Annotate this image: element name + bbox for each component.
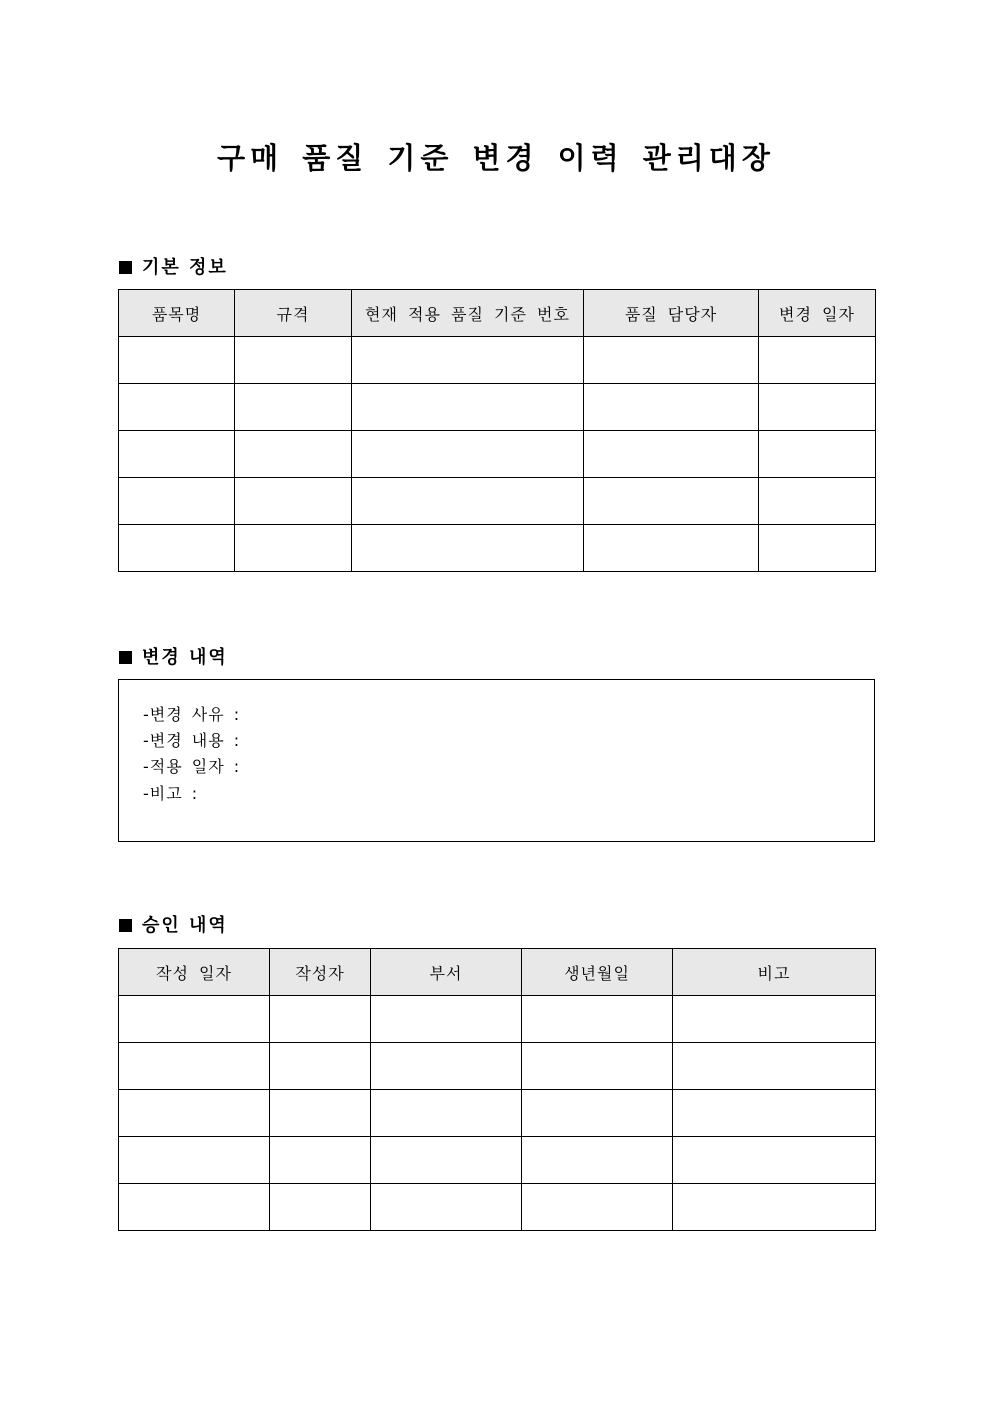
table-row bbox=[119, 1043, 876, 1090]
table-cell[interactable] bbox=[352, 431, 584, 478]
table-cell[interactable] bbox=[235, 431, 352, 478]
table-cell[interactable] bbox=[352, 525, 584, 572]
table-cell[interactable] bbox=[522, 1137, 673, 1184]
table-cell[interactable] bbox=[759, 478, 876, 525]
column-header: 변경 일자 bbox=[759, 290, 876, 337]
table-cell[interactable] bbox=[584, 384, 759, 431]
apply-date-line[interactable]: -적용 일자 : bbox=[143, 757, 241, 776]
table-cell[interactable] bbox=[371, 1137, 522, 1184]
table-cell[interactable] bbox=[759, 431, 876, 478]
table-cell[interactable] bbox=[371, 1184, 522, 1231]
table-cell[interactable] bbox=[119, 431, 235, 478]
table-row bbox=[119, 478, 876, 525]
header-row bbox=[119, 290, 876, 337]
table-cell[interactable] bbox=[119, 525, 235, 572]
column-header: 비고 bbox=[673, 949, 876, 996]
remarks-line[interactable]: -비고 : bbox=[143, 784, 199, 803]
table-cell[interactable] bbox=[673, 1043, 876, 1090]
table-cell[interactable] bbox=[119, 337, 235, 384]
table-cell[interactable] bbox=[584, 525, 759, 572]
document-title: 구매 품질 기준 변경 이력 관리대장 bbox=[217, 141, 775, 175]
column-header: 작성 일자 bbox=[119, 949, 270, 996]
square-bullet-icon bbox=[119, 261, 132, 274]
column-header: 작성자 bbox=[270, 949, 371, 996]
table-cell[interactable] bbox=[270, 1137, 371, 1184]
table-row bbox=[119, 384, 876, 431]
table-cell[interactable] bbox=[119, 996, 270, 1043]
table-cell[interactable] bbox=[352, 478, 584, 525]
table-row bbox=[119, 1184, 876, 1231]
change-content-line[interactable]: -변경 내용 : bbox=[143, 731, 241, 750]
table-cell[interactable] bbox=[522, 996, 673, 1043]
table-cell[interactable] bbox=[119, 384, 235, 431]
table-row bbox=[119, 1137, 876, 1184]
table-cell[interactable] bbox=[235, 525, 352, 572]
table-cell[interactable] bbox=[119, 1184, 270, 1231]
section-heading-basic-info bbox=[119, 253, 228, 279]
approval-table bbox=[118, 948, 876, 1231]
table-cell[interactable] bbox=[371, 1090, 522, 1137]
square-bullet-icon bbox=[119, 919, 132, 932]
column-header: 품질 담당자 bbox=[584, 290, 759, 337]
table-cell[interactable] bbox=[235, 384, 352, 431]
section-heading-label: 기본 정보 bbox=[142, 257, 228, 278]
table-cell[interactable] bbox=[759, 337, 876, 384]
table-cell[interactable] bbox=[673, 1090, 876, 1137]
square-bullet-icon bbox=[119, 651, 132, 664]
table-cell[interactable] bbox=[270, 996, 371, 1043]
header-row bbox=[119, 949, 876, 996]
table-row bbox=[119, 996, 876, 1043]
column-header: 생년월일 bbox=[522, 949, 673, 996]
table-row bbox=[119, 337, 876, 384]
table-cell[interactable] bbox=[352, 384, 584, 431]
table-cell[interactable] bbox=[584, 478, 759, 525]
table-row bbox=[119, 431, 876, 478]
column-header: 규격 bbox=[235, 290, 352, 337]
table-cell[interactable] bbox=[235, 337, 352, 384]
table-cell[interactable] bbox=[759, 384, 876, 431]
table-cell[interactable] bbox=[119, 1043, 270, 1090]
table-cell[interactable] bbox=[119, 478, 235, 525]
table-cell[interactable] bbox=[270, 1090, 371, 1137]
table-row bbox=[119, 1090, 876, 1137]
table-cell[interactable] bbox=[522, 1184, 673, 1231]
table-row bbox=[119, 525, 876, 572]
table-cell[interactable] bbox=[270, 1043, 371, 1090]
table-cell[interactable] bbox=[673, 996, 876, 1043]
table-cell[interactable] bbox=[522, 1090, 673, 1137]
table-cell[interactable] bbox=[235, 478, 352, 525]
table-cell[interactable] bbox=[119, 1137, 270, 1184]
column-header: 품목명 bbox=[119, 290, 235, 337]
table-cell[interactable] bbox=[371, 1043, 522, 1090]
table-cell[interactable] bbox=[584, 337, 759, 384]
table-cell[interactable] bbox=[584, 431, 759, 478]
change-details-box[interactable] bbox=[118, 679, 875, 842]
section-heading-approval bbox=[119, 911, 228, 937]
table-cell[interactable] bbox=[270, 1184, 371, 1231]
section-heading-change-details bbox=[119, 643, 228, 669]
section-heading-label: 승인 내역 bbox=[142, 915, 228, 936]
table-cell[interactable] bbox=[522, 1043, 673, 1090]
table-cell[interactable] bbox=[673, 1137, 876, 1184]
table-cell[interactable] bbox=[371, 996, 522, 1043]
table-cell[interactable] bbox=[119, 1090, 270, 1137]
column-header: 현재 적용 품질 기준 번호 bbox=[352, 290, 584, 337]
section-heading-label: 변경 내역 bbox=[142, 647, 228, 668]
table-cell[interactable] bbox=[673, 1184, 876, 1231]
table-cell[interactable] bbox=[352, 337, 584, 384]
basic-info-table bbox=[118, 289, 876, 572]
table-cell[interactable] bbox=[759, 525, 876, 572]
column-header: 부서 bbox=[371, 949, 522, 996]
change-reason-line[interactable]: -변경 사유 : bbox=[143, 705, 241, 724]
